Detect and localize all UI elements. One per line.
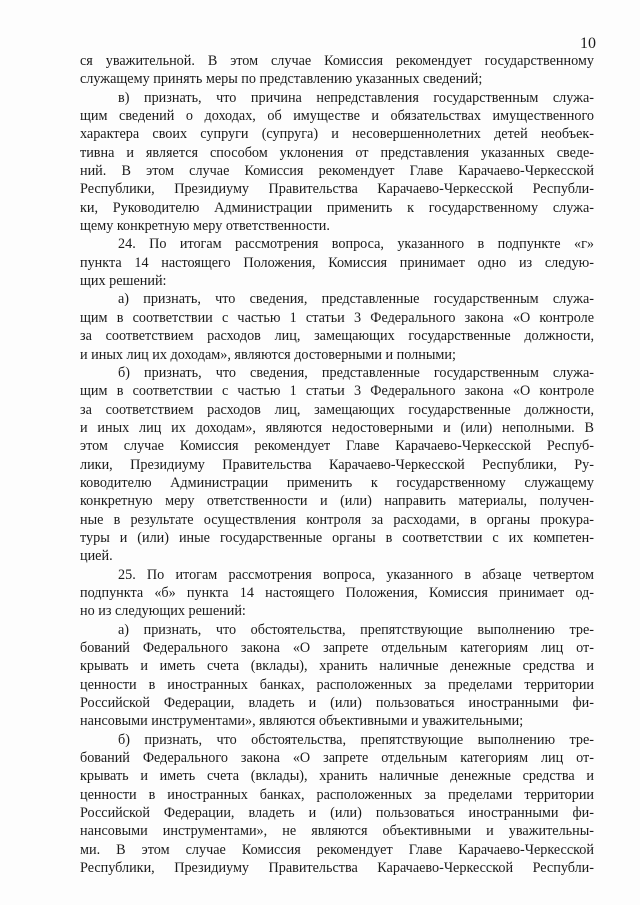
text-line: ми. В этом случае Комиссия рекомендует Главе Карачаево-Черкесской [80,841,594,858]
text-line: пункта 14 настоящего Положения, Комиссия принимает одно из следую- [80,254,594,271]
text-line: Республики, Президиуму Правительства Карачаево-Черкесской Республи- [80,181,594,198]
text-line: а) признать, что сведения, представленные государственным служа- [118,291,594,308]
text-line: Республики, Президиуму Правительства Карачаево-Черкесской Республи- [80,860,594,877]
text-line: нансовыми инструментами», не являются объективными и уважительны- [80,823,594,840]
text-line: 24. По итогам рассмотрения вопроса, указанного в подпункте «г» [118,236,594,253]
text-line: ценности в иностранных банках, расположенных за пределами территории [80,676,594,693]
text-line: бований Федерального закона «О запрете отдельным категориям лиц от- [80,640,594,656]
text-line: щих решений: [80,273,167,290]
text-line: но из следующих решений: [80,603,246,620]
document-body [80,52,594,877]
text-line: ководителю Администрации применить к государственному служащему [80,474,594,491]
text-line: ные в результате осуществления контроля за расходами, в органы прокура- [80,511,594,528]
text-line: ки, Руководителю Администрации применить к государственному служа- [80,199,594,216]
text-line: конкретную меру ответственности и (или) направить материалы, получен- [80,493,594,510]
text-line: туры и (или) иные государственные органы в соответствии с их компетен- [80,529,594,546]
text-line: Российской Федерации, владеть и (или) пользоваться иностранными фи- [80,695,594,712]
text-line: характера своих супруги (супруга) и несовершеннолетних детей необъек- [80,126,594,143]
text-line: цией. [80,548,113,565]
text-line: этом случае Комиссия рекомендует Главе Карачаево-Черкесской Респуб- [80,438,594,455]
text-line: тивна и является способом уклонения от представления указанных сведе- [80,144,594,161]
text-line: за соответствием расходов лиц, замещающих государственные должности, [80,401,594,418]
text-line: а) признать, что обстоятельства, препятствующие выполнению тре- [118,621,594,638]
text-line: крывать и иметь счета (вклады), хранить наличные денежные средства и [80,658,594,675]
text-line: щим сведений о доходах, об имуществе и обязательствах имущественного [80,108,594,125]
text-line: щим в соответствии с частью 1 статьи 3 Федерального закона «О контроле [80,309,594,326]
text-line: б) признать, что сведения, представленные государственным служа- [118,364,594,381]
text-line: щему конкретную меру ответственности. [80,218,330,235]
text-line: ся уважительной. В этом случае Комиссия рекомендует государственному [80,53,594,69]
text-line: подпункта «б» пункта 14 настоящего Положения, Комиссия принимает од- [80,584,594,601]
text-line: нансовыми инструментами», являются объективными и уважительными; [80,713,524,730]
text-line: за соответствием расходов лиц, замещающих государственные должности, [80,328,594,345]
text-line: щим в соответствии с частью 1 статьи 3 Федерального закона «О контроле [80,383,594,400]
text-line: 25. По итогам рассмотрения вопроса, указанного в абзаце четвертом [118,566,594,583]
text-line: крывать и иметь счета (вклады), хранить наличные денежные средства и [80,768,594,785]
text-line: лики, Президиуму Правительства Карачаево-Черкесской Республики, Ру- [80,456,594,473]
text-line: б) признать, что обстоятельства, препятствующие выполнению тре- [118,731,594,748]
text-line: в) признать, что причина непредставления государственным служа- [118,89,594,106]
text-line: и иных лиц их доходам», являются недостоверными и (или) неполными. В [80,419,594,436]
text-line: бований Федерального закона «О запрете отдельным категориям лиц от- [80,750,594,767]
text-line: служащему принять меры по представлению указанных сведений; [80,71,483,88]
page-number: 10 [580,35,596,52]
text-line: и иных лиц их доходам», являются достоверными и полными; [80,346,456,363]
text-line: Российской Федерации, владеть и (или) пользоваться иностранными фи- [80,805,594,822]
text-line: ценности в иностранных банках, расположенных за пределами территории [80,786,594,803]
text-line: ний. В этом случае Комиссия рекомендует Главе Карачаево-Черкесской [80,163,594,180]
